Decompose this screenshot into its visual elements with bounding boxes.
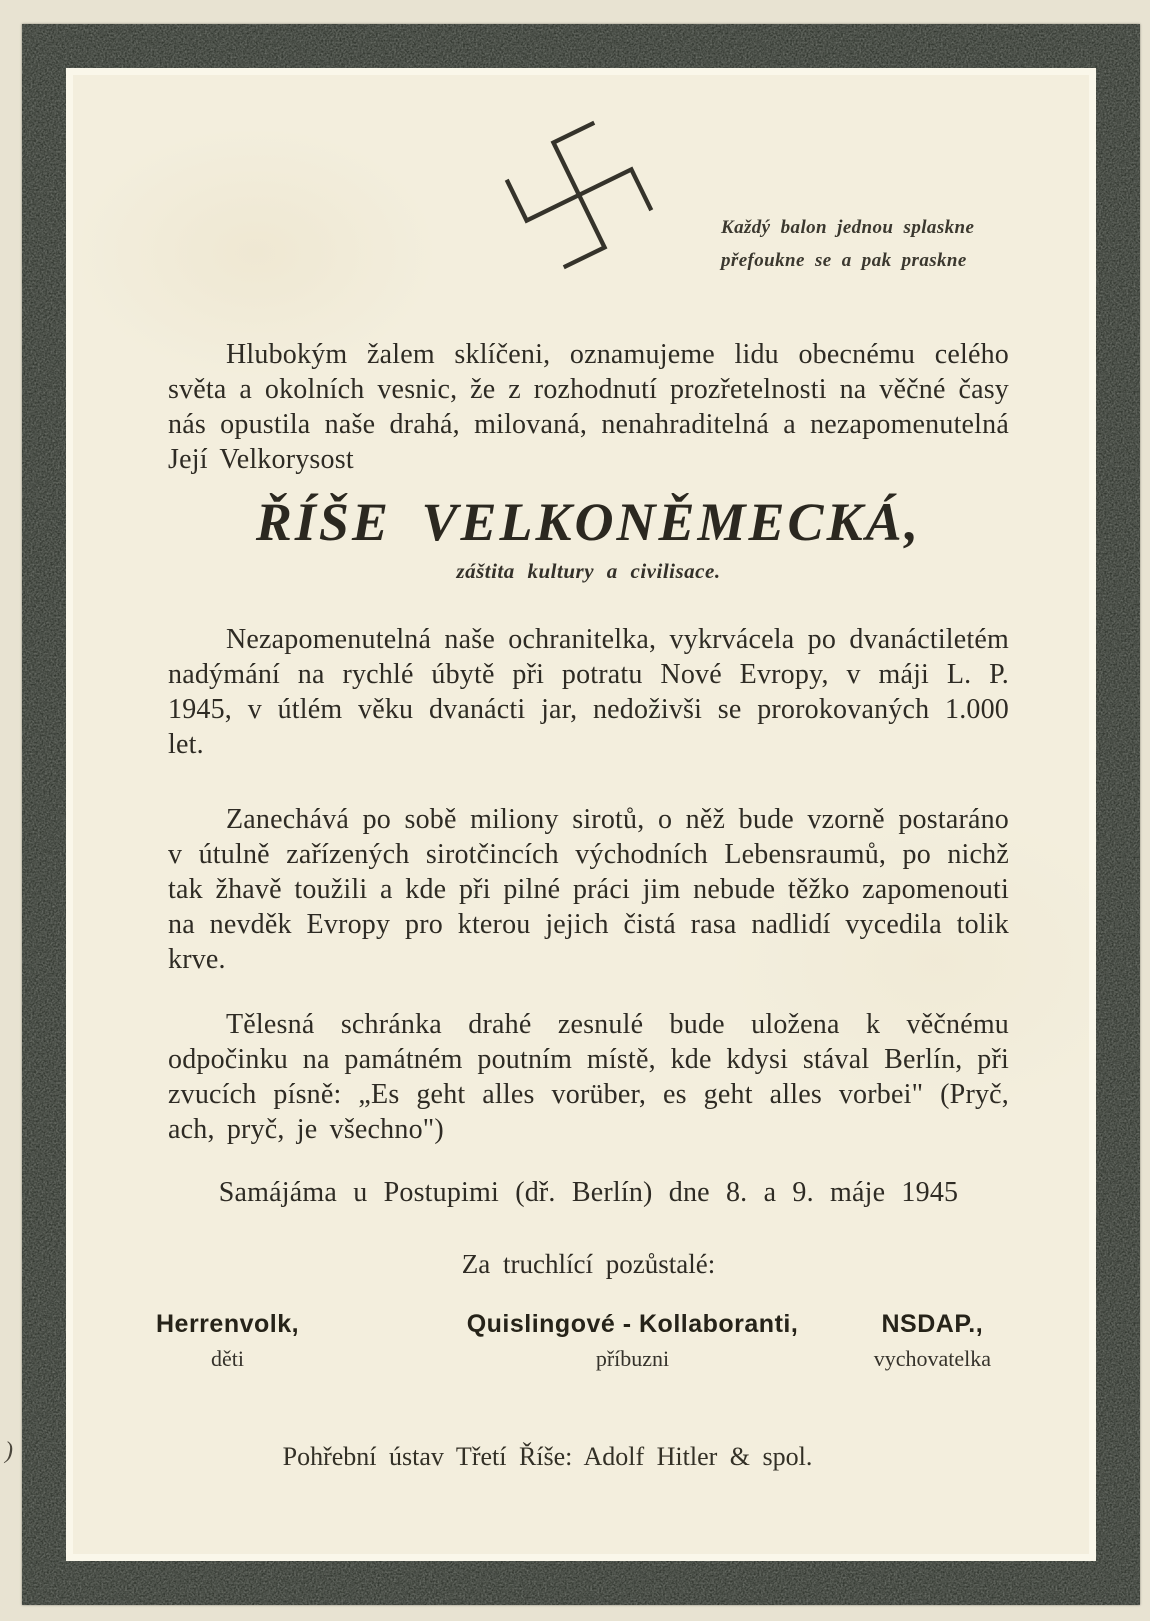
funeral-home-line: Pohřební ústav Třetí Říše: Adolf Hitler & spol. bbox=[282, 1442, 813, 1471]
mourner-relation: příbuzni bbox=[595, 1346, 670, 1371]
intro-paragraph: Hlubokým žalem sklíčeni, oznamujeme lidu obecnému celého světa a okolních vesnic, že z rozhodnutí prozřetelnosti na věčné časy nás opustila naše drahá, milovaná, nenahraditelná a nezapomenutelná Její Velkorysost bbox=[168, 339, 1009, 475]
obituary-paragraph-1: Nezapomenutelná naše ochranitelka, vykrvácela po dvanáctiletém nadýmání na rychlé úbytě při potratu Nové Evropy, v máji L. P. 1945, v útlém věku dvanácti jar, nedoživši se prorokovaných 1.000 let. bbox=[168, 624, 1009, 760]
mourners-heading: Za truchlící pozůstalé: bbox=[461, 1249, 716, 1279]
mourner-relation: vychovatelka bbox=[873, 1346, 991, 1371]
mourner-name: Herrenvolk, bbox=[156, 1310, 300, 1338]
text-column bbox=[156, 337, 1009, 1472]
deceased-name: ŘÍŠE VELKONĚMECKÁ, bbox=[255, 492, 922, 552]
epigraph bbox=[721, 211, 974, 277]
paper bbox=[66, 68, 1096, 1561]
mourning-border-frame bbox=[22, 24, 1140, 1605]
mourner-name: NSDAP., bbox=[881, 1310, 984, 1338]
header-area bbox=[73, 75, 1089, 337]
mourner-nsdap bbox=[874, 1310, 991, 1372]
epigraph-line-2: přefoukne se a pak praskne bbox=[721, 250, 967, 271]
epigraph-line-1: Každý balon jednou splaskne bbox=[721, 217, 975, 238]
mourner-relation: děti bbox=[211, 1346, 245, 1371]
obituary-paragraph-2: Zanechává po sobě miliony sirotů, o něž bude vzorně postaráno v útulně zařízených sirotčincích východních Lebensraumů, po nichž tak žhavě toužili a kde při pilné práci jim nebude těžko zapomenouti na nevděk Evropy pro kterou jejich čistá rasa nadlidí vycedila tolik krve. bbox=[168, 804, 1009, 975]
swastika-icon bbox=[485, 101, 673, 289]
corner-mark: ) bbox=[5, 1438, 13, 1464]
obituary-paragraph-3: Tělesná schránka drahé zesnulé bude uložena k věčnému odpočinku na památném poutním místě, kde kdysi stával Berlín, při zvucích písně: „Es geht alles vorüber, es geht alles vorbei" (Pryč, ach, pryč, je všechno") bbox=[168, 1009, 1009, 1145]
deceased-epithet: záštita kultury a civilisace. bbox=[456, 559, 721, 583]
mourner-herrenvolk bbox=[156, 1310, 299, 1372]
mourners-row bbox=[156, 1310, 1009, 1400]
date-place-line: Samájáma u Postupimi (dř. Berlín) dne 8. a 9. máje 1945 bbox=[218, 1177, 959, 1208]
mourner-quislingove bbox=[467, 1310, 799, 1372]
mourner-name: Quislingové - Kollaboranti, bbox=[466, 1310, 799, 1338]
